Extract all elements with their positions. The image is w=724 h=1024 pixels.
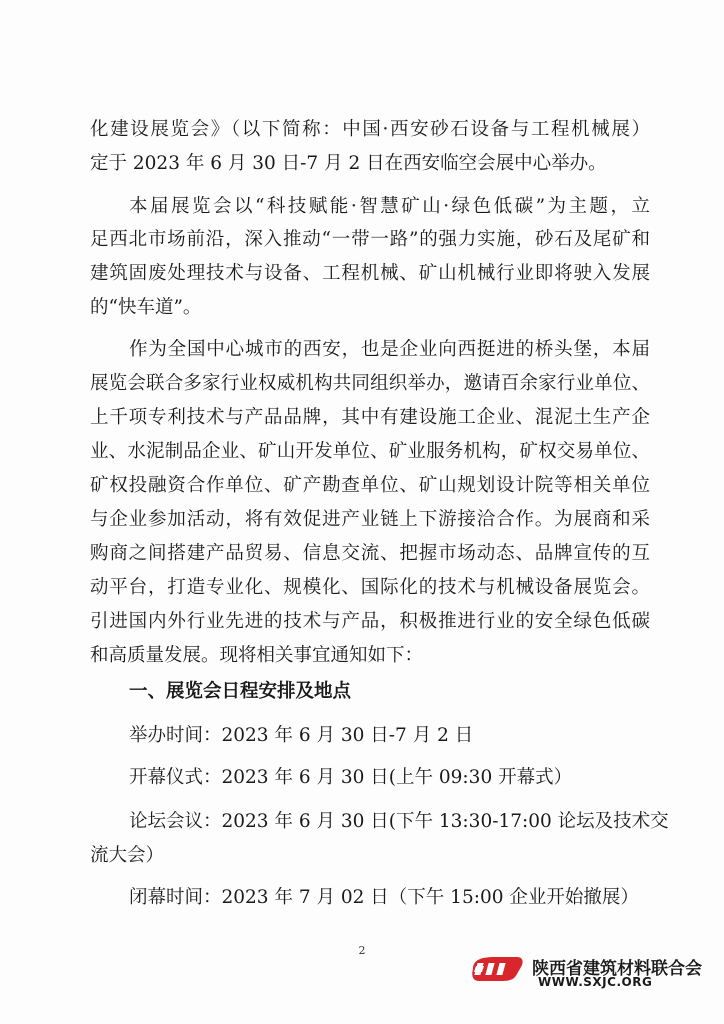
schedule-forum: 论坛会议：2023 年 6 月 30 日(下午 13:30-17:00 论坛及技术交 <box>129 811 669 832</box>
page-number: 2 <box>358 944 366 957</box>
body-line-10: 业、水泥制品企业、矿山开发单位、矿业服务机构，矿权交易单位、 <box>90 441 650 462</box>
body-line-3: 本届展览会以“科技赋能·智慧矿山·绿色低碳”为主题，立 <box>129 196 650 217</box>
sxjc-logo-icon <box>467 954 525 984</box>
body-line-4: 足西北市场前沿，深入推动“一带一路”的强力实施，砂石及尾矿和 <box>90 229 650 250</box>
body-line-7: 作为全国中心城市的西安，也是企业向西挺进的桥头堡，本届 <box>129 339 650 360</box>
body-line-9: 上千项专利技术与产品品牌，其中有建设施工企业、混泥土生产企 <box>90 407 650 428</box>
body-line-13: 购商之间搭建产品贸易、信息交流、把握市场动态、品牌宣传的互 <box>90 543 650 564</box>
body-line-12: 与企业参加活动，将有效促进产业链上下游接洽合作。为展商和采 <box>90 509 650 530</box>
body-line-1: 化建设展览会》（以下简称：中国·西安砂石设备与工程机械展） <box>90 119 650 140</box>
schedule-hold-time: 举办时间：2023 年 6 月 30 日-7 月 2 日 <box>129 725 474 746</box>
body-line-8: 展览会联合多家行业权威机构共同组织举办，邀请百余家行业单位、 <box>90 373 650 394</box>
body-line-16: 和高质量发展。现将相关事宜通知如下： <box>90 645 424 666</box>
schedule-opening: 开幕仪式：2023 年 6 月 30 日(上午 09:30 开幕式） <box>129 767 573 788</box>
footer-url: WWW.SXJC.ORG <box>538 975 653 989</box>
body-line-2: 定于 2023 年 6 月 30 日-7 月 2 日在西安临空会展中心举办。 <box>90 153 607 174</box>
body-line-14: 动平台，打造专业化、规模化、国际化的技术与机械设备展览会。 <box>90 577 650 598</box>
body-line-6: 的“快车道”。 <box>90 297 202 318</box>
body-line-11: 矿权投融资合作单位、矿产勘查单位、矿山规划设计院等相关单位 <box>90 475 650 496</box>
footer-org-name: 陕西省建筑材料联合会 <box>532 959 702 979</box>
body-line-5: 建筑固废处理技术与设备、工程机械、矿山机械行业即将驶入发展 <box>90 263 650 284</box>
section-heading: 一、展览会日程安排及地点 <box>129 681 352 702</box>
body-line-15: 引进国内外行业先进的技术与产品，积极推进行业的安全绿色低碳 <box>90 611 650 632</box>
schedule-forum-cont: 流大会） <box>90 845 165 866</box>
schedule-closing: 闭幕时间：2023 年 7 月 02 日（下午 15:00 企业开始撤展） <box>129 887 639 908</box>
